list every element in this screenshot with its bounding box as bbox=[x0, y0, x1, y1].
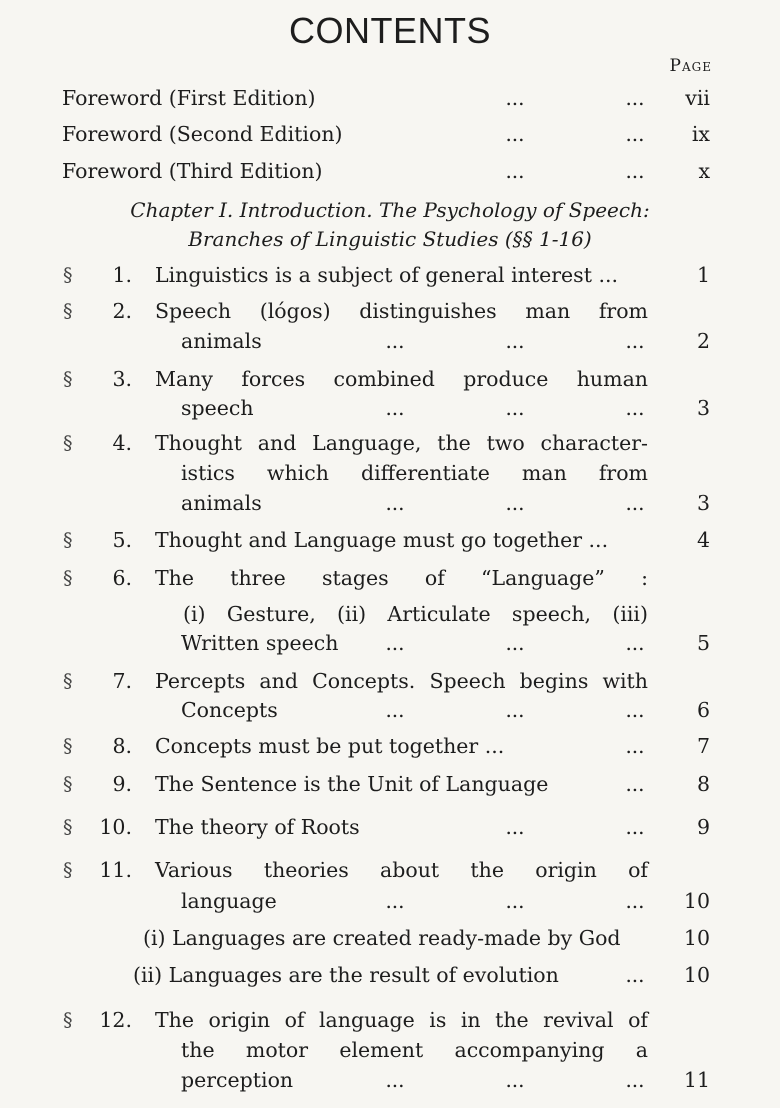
entry-text-line: istics which differentiate man from bbox=[181, 461, 648, 485]
page-number: 11 bbox=[683, 1068, 710, 1092]
entry-text-line: Many forces combined produce human bbox=[155, 367, 648, 391]
entry-text-line: (i) Gesture, (ii) Articulate speech, (iii) bbox=[183, 602, 648, 626]
page-number: 4 bbox=[696, 528, 710, 552]
section-number: 9. bbox=[112, 772, 132, 796]
section-sign: § bbox=[63, 816, 73, 838]
section-sign: § bbox=[63, 567, 73, 589]
section-number: 1. bbox=[112, 263, 132, 287]
entry-text-line: Thought and Language, the two character- bbox=[155, 431, 648, 455]
entry-text-line: The origin of language is in the revival of bbox=[155, 1008, 648, 1032]
leader-dots: ... bbox=[505, 698, 525, 722]
leader-dots: ... bbox=[625, 122, 645, 146]
entry-text-line: Speech (lógos) distinguishes man from bbox=[155, 299, 648, 323]
page-number: 3 bbox=[696, 396, 710, 420]
foreword-title: Foreword (First Edition) bbox=[62, 86, 316, 110]
chapter-heading-line2: Branches of Linguistic Studies (§§ 1-16) bbox=[188, 227, 592, 251]
section-number: 6. bbox=[112, 566, 132, 590]
leader-dots: ... bbox=[385, 491, 405, 515]
leader-dots: ... bbox=[385, 1068, 405, 1092]
section-sign: § bbox=[63, 529, 73, 551]
leader-dots: ... bbox=[625, 772, 645, 796]
page-number: x bbox=[698, 159, 710, 183]
page-number: 1 bbox=[696, 263, 710, 287]
leader-dots: ... bbox=[505, 491, 525, 515]
leader-dots: ... bbox=[505, 1068, 525, 1092]
leader-dots: ... bbox=[505, 159, 525, 183]
leader-dots: ... bbox=[505, 122, 525, 146]
section-sign: § bbox=[63, 264, 73, 286]
leader-dots: ... bbox=[505, 815, 525, 839]
section-number: 5. bbox=[112, 528, 132, 552]
entry-text-line: The Sentence is the Unit of Language bbox=[155, 772, 549, 796]
leader-dots: ... bbox=[625, 631, 645, 655]
page-number: 8 bbox=[696, 772, 710, 796]
section-sign: § bbox=[63, 773, 73, 795]
leader-dots: ... bbox=[385, 889, 405, 913]
section-number: 10. bbox=[99, 815, 132, 839]
leader-dots: ... bbox=[625, 698, 645, 722]
page-number: 5 bbox=[696, 631, 710, 655]
leader-dots: ... bbox=[625, 815, 645, 839]
entry-text-line: Various theories about the origin of bbox=[155, 858, 648, 882]
page-number: 3 bbox=[696, 491, 710, 515]
entry-text-line: Percepts and Concepts. Speech begins with bbox=[155, 669, 648, 693]
chapter-heading-line1: Chapter I. Introduction. The Psychology of Speech: bbox=[130, 198, 650, 222]
entry-text-line: animals bbox=[181, 329, 262, 353]
leader-dots: ... bbox=[625, 734, 645, 758]
entry-text-line: Written speech bbox=[181, 631, 339, 655]
entry-text-line: The three stages of “Language” : bbox=[155, 566, 648, 590]
entry-text-line: (i) Languages are created ready-made by God bbox=[143, 926, 621, 950]
foreword-title: Foreword (Second Edition) bbox=[62, 122, 343, 146]
entry-text-line: animals bbox=[181, 491, 262, 515]
leader-dots: ... bbox=[505, 329, 525, 353]
leader-dots: ... bbox=[385, 631, 405, 655]
entry-text-line: Linguistics is a subject of general interest ... bbox=[155, 263, 619, 287]
section-number: 4. bbox=[112, 431, 132, 455]
page-number: 6 bbox=[696, 698, 710, 722]
section-sign: § bbox=[63, 859, 73, 881]
section-number: 12. bbox=[99, 1008, 132, 1032]
leader-dots: ... bbox=[625, 86, 645, 110]
page-column-label: Page bbox=[669, 56, 712, 76]
leader-dots: ... bbox=[625, 396, 645, 420]
leader-dots: ... bbox=[625, 889, 645, 913]
leader-dots: ... bbox=[625, 963, 645, 987]
entry-text-line: speech bbox=[181, 396, 254, 420]
page-number: ix bbox=[691, 122, 710, 146]
section-sign: § bbox=[63, 432, 73, 454]
page-number: 10 bbox=[683, 963, 710, 987]
section-number: 8. bbox=[112, 734, 132, 758]
page-title: CONTENTS bbox=[289, 10, 491, 51]
entry-text-line: the motor element accompanying a bbox=[181, 1038, 648, 1062]
leader-dots: ... bbox=[385, 698, 405, 722]
entry-text-line: The theory of Roots bbox=[155, 815, 360, 839]
leader-dots: ... bbox=[625, 329, 645, 353]
page-number: 10 bbox=[683, 926, 710, 950]
leader-dots: ... bbox=[505, 631, 525, 655]
leader-dots: ... bbox=[505, 86, 525, 110]
section-number: 2. bbox=[112, 299, 132, 323]
leader-dots: ... bbox=[625, 159, 645, 183]
leader-dots: ... bbox=[505, 396, 525, 420]
entry-text-line: language bbox=[181, 889, 277, 913]
section-sign: § bbox=[63, 670, 73, 692]
entry-text-line: (ii) Languages are the result of evolution bbox=[133, 963, 559, 987]
leader-dots: ... bbox=[385, 329, 405, 353]
page-number: 7 bbox=[696, 734, 710, 758]
section-number: 3. bbox=[112, 367, 132, 391]
leader-dots: ... bbox=[505, 889, 525, 913]
entry-text-line: Thought and Language must go together ... bbox=[155, 528, 609, 552]
page-number: 9 bbox=[696, 815, 710, 839]
page-number: vii bbox=[685, 86, 710, 110]
section-number: 11. bbox=[99, 858, 132, 882]
leader-dots: ... bbox=[385, 396, 405, 420]
section-sign: § bbox=[63, 368, 73, 390]
section-sign: § bbox=[63, 1009, 73, 1031]
page-number: 10 bbox=[683, 889, 710, 913]
page-number: 2 bbox=[696, 329, 710, 353]
entry-text-line: Concepts must be put together ... bbox=[155, 734, 505, 758]
section-sign: § bbox=[63, 735, 73, 757]
entry-text-line: perception bbox=[181, 1068, 294, 1092]
entry-text-line: Concepts bbox=[181, 698, 278, 722]
section-sign: § bbox=[63, 300, 73, 322]
leader-dots: ... bbox=[625, 491, 645, 515]
section-number: 7. bbox=[112, 669, 132, 693]
foreword-title: Foreword (Third Edition) bbox=[62, 159, 323, 183]
leader-dots: ... bbox=[625, 1068, 645, 1092]
